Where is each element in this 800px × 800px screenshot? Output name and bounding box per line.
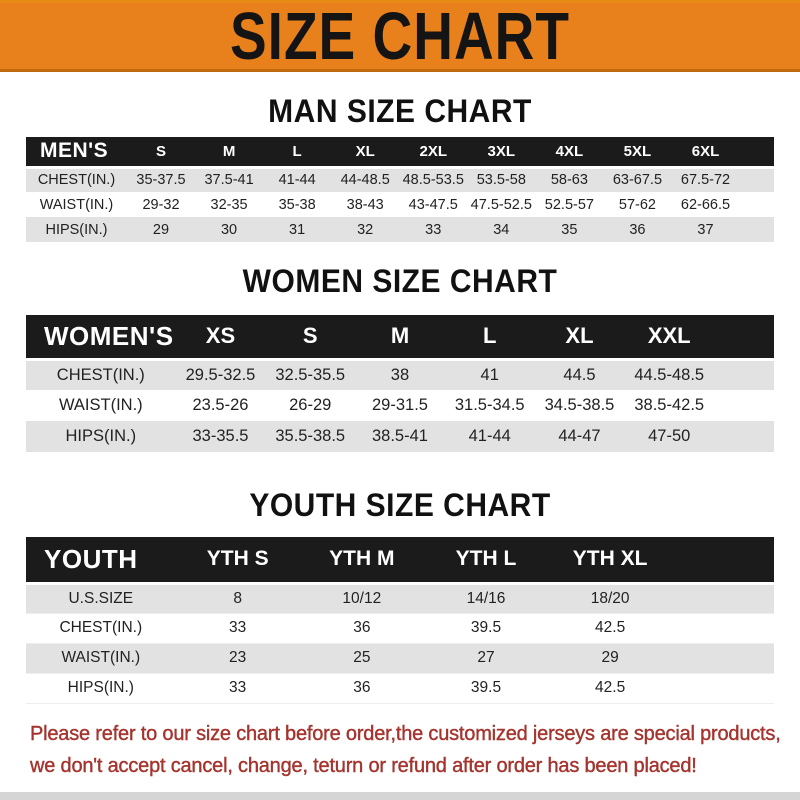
size-value-cell: 32.5-35.5 [275,365,346,384]
row-label: CHEST(IN.) [37,172,116,189]
men-size-column: S [127,137,195,167]
disclaimer-line-2: we don't accept cancel, change, teturn or refund after order has been placed! [30,754,697,777]
youth-table-row [26,613,774,643]
size-value-cell: 35 [561,221,578,238]
size-value-cell: 8 [233,589,242,607]
women-size-column: M [355,315,445,359]
size-value-cell: 67.5-72 [680,172,731,189]
spacer-cell [672,643,774,673]
row-label: WAIST(IN.) [39,196,114,213]
size-value-cell: 31.5-34.5 [454,396,525,414]
size-value-cell: 42.5 [595,679,626,696]
disclaimer-line-1: Please refer to our size chart before order,the customized jerseys are special products, [30,722,781,745]
men-size-table [26,137,774,242]
size-value-cell: 23.5-26 [192,396,249,414]
men-size-column: XL [331,137,399,167]
spacer-cell [672,613,774,643]
youth-size-column: YTH L [424,537,548,583]
size-value-cell: 48.5-53.5 [402,172,464,189]
women-section [0,265,800,452]
size-value-cell: 43-47.5 [408,196,458,213]
size-value-cell: 36 [629,221,646,238]
size-value-cell: 37 [697,221,714,238]
women-header-label: WOMEN'S [26,315,176,359]
women-section-heading: WOMEN SIZE CHART [242,263,558,300]
men-table-header-row [26,137,774,167]
women-size-column: XS [176,315,266,359]
size-value-cell: 35.5-38.5 [275,427,346,445]
women-size-column: XXL [624,315,714,359]
size-value-cell: 62-66.5 [680,196,731,213]
men-size-column: 6XL [671,137,739,167]
men-table-row [26,192,774,217]
women-table-header-row [26,315,774,359]
row-label: WAIST(IN.) [58,396,143,414]
youth-size-column: YTH XL [548,537,672,583]
men-size-column: 3XL [467,137,535,167]
size-value-cell: 14/16 [466,589,506,607]
row-label: HIPS(IN.) [45,221,108,238]
men-size-column: 2XL [399,137,467,167]
women-table-row [26,390,774,421]
size-value-cell: 38-43 [346,196,384,213]
size-value-cell: 29-32 [142,196,180,213]
size-value-cell: 42.5 [595,619,626,636]
size-value-cell: 57-62 [618,196,656,213]
size-value-cell: 32-35 [210,196,248,213]
size-value-cell: 44.5 [563,365,596,384]
page-title: SIZE CHART [230,0,570,74]
spacer-cell [740,137,774,167]
disclaimer-note [0,718,800,782]
spacer-cell [714,421,774,452]
size-value-cell: 52.5-57 [544,196,594,213]
size-value-cell: 47-50 [648,427,691,445]
size-value-cell: 29 [152,221,170,238]
row-label: U.S.SIZE [68,589,134,607]
men-size-column: 4XL [535,137,603,167]
size-value-cell: 38.5-42.5 [634,396,705,414]
women-size-column: XL [535,315,625,359]
size-value-cell: 29-31.5 [372,396,428,414]
youth-section-heading: YOUTH SIZE CHART [249,487,551,524]
size-value-cell: 44-48.5 [340,172,390,189]
size-value-cell: 47.5-52.5 [470,196,532,213]
youth-size-column: YTH M [300,537,424,583]
row-label: HIPS(IN.) [65,427,137,445]
size-value-cell: 44.5-48.5 [634,365,705,384]
size-value-cell: 29.5-32.5 [185,365,256,384]
spacer-cell [740,167,774,192]
size-value-cell: 29 [601,649,619,666]
size-value-cell: 41 [480,365,499,384]
spacer-cell [714,390,774,421]
spacer-cell [672,583,774,613]
size-value-cell: 34.5-38.5 [544,396,615,414]
men-table-row [26,217,774,242]
size-value-cell: 38.5-41 [372,427,428,445]
row-label: HIPS(IN.) [67,679,134,696]
size-value-cell: 35-38 [278,196,316,213]
row-label: CHEST(IN.) [59,619,143,636]
youth-table-row [26,643,774,673]
youth-size-column: YTH S [176,537,300,583]
size-value-cell: 39.5 [470,619,502,636]
women-size-column: S [265,315,355,359]
youth-size-table [26,537,774,704]
size-value-cell: 27 [477,649,495,666]
men-table-row [26,167,774,192]
size-value-cell: 33 [229,619,247,636]
banner [0,0,800,72]
size-value-cell: 26-29 [289,396,332,414]
size-value-cell: 36 [353,619,371,636]
youth-table-row [26,583,774,613]
size-value-cell: 63-67.5 [612,172,663,189]
spacer-cell [714,359,774,390]
youth-section [0,489,800,704]
spacer-cell [714,315,774,359]
men-size-column: M [195,137,263,167]
size-value-cell: 53.5-58 [476,172,526,189]
size-value-cell: 33 [425,221,442,238]
size-value-cell: 31 [289,221,306,238]
men-size-column: L [263,137,331,167]
size-value-cell: 44-47 [558,427,601,445]
women-size-column: L [445,315,535,359]
men-size-column: 5XL [603,137,671,167]
row-label: WAIST(IN.) [61,649,141,666]
size-value-cell: 33-35.5 [192,427,249,445]
spacer-cell [740,192,774,217]
youth-table-header-row [26,537,774,583]
size-value-cell: 18/20 [590,589,630,607]
women-table-row [26,359,774,390]
size-value-cell: 38 [390,365,410,384]
size-value-cell: 36 [353,679,371,696]
size-value-cell: 33 [229,679,247,696]
size-value-cell: 32 [357,221,374,238]
size-value-cell: 25 [353,649,371,666]
men-section [0,95,800,242]
spacer-cell [672,673,774,703]
youth-table-row [26,673,774,703]
spacer-cell [740,217,774,242]
row-label: CHEST(IN.) [56,365,145,384]
spacer-cell [672,537,774,583]
women-table-row [26,421,774,452]
size-value-cell: 10/12 [342,589,382,607]
women-size-table [26,315,774,452]
size-value-cell: 30 [220,221,238,238]
size-value-cell: 23 [229,649,247,666]
size-value-cell: 41-44 [468,427,511,445]
size-value-cell: 58-63 [550,172,588,189]
size-value-cell: 41-44 [278,172,316,189]
size-value-cell: 35-37.5 [136,172,186,189]
size-value-cell: 39.5 [470,679,502,696]
size-value-cell: 37.5-41 [204,172,254,189]
men-header-label: MEN'S [26,137,127,167]
bottom-edge-strip [0,792,800,800]
size-value-cell: 34 [493,221,510,238]
men-section-heading: MAN SIZE CHART [268,93,532,130]
youth-header-label: YOUTH [26,537,176,583]
